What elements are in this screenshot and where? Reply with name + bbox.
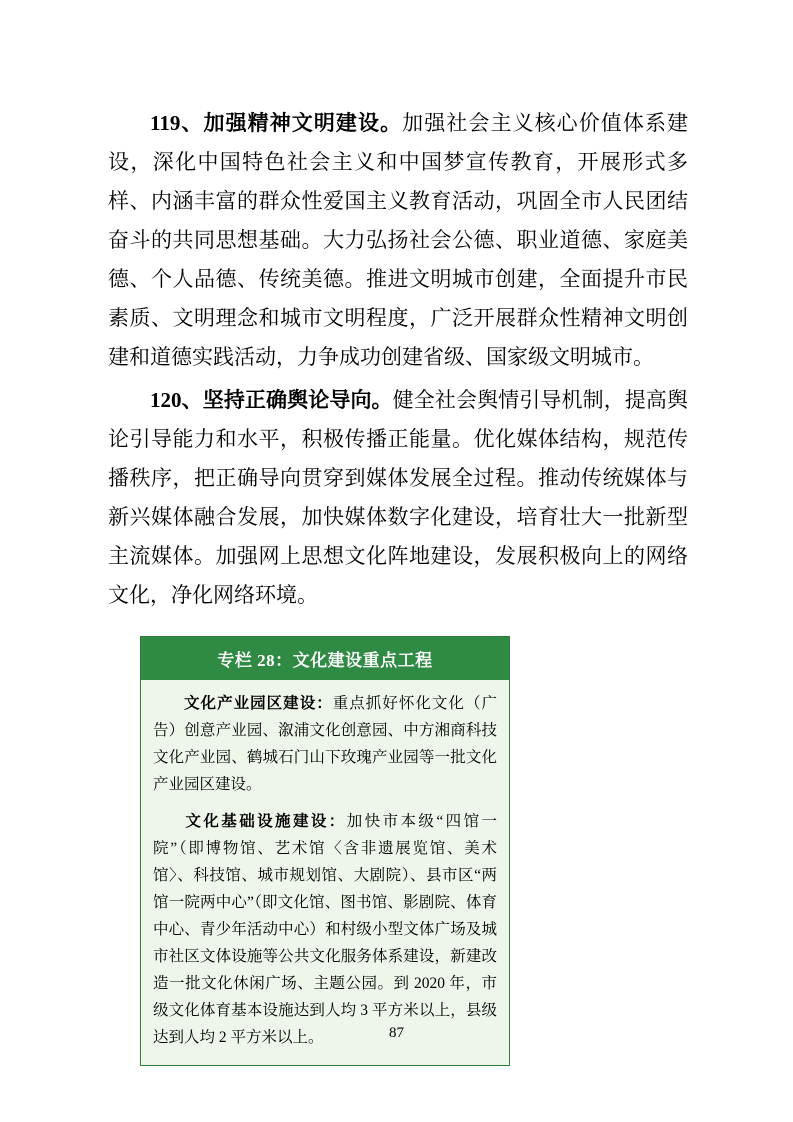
callout-box <box>140 636 510 1066</box>
paragraph-heading: 坚持正确舆论导向。 <box>202 388 393 412</box>
callout-item-title: 文化基础设施建设： <box>183 813 347 830</box>
callout-box-title: 专栏 28：文化建设重点工程 <box>141 637 509 680</box>
callout-box-body <box>141 680 509 1065</box>
callout-item-body: 加快市本级“四馆一院”（即博物馆、艺术馆〈含非遗展览馆、美术馆〉、科技馆、城市规划馆、大剧院）、县市区“两馆一院两中心”（即文化馆、图书馆、影剧院、体育中心、青少年活动中心）和村级小型文体广场及城市社区文体设施等公共文化服务体系建设，新建改造一批文化休闲广场、主题公园。到 2020 年，市级文化体育基本设施达到人均 3 平方米以上，县级达到人均 2 平方米以上。 <box>153 813 497 1046</box>
page-content <box>108 104 688 619</box>
callout-item-body: 重点抓好怀化文化（广告）创意产业园、溆浦文化创意园、中方湘商科技文化产业园、鹤城石门山下玫瑰产业园等一批文化产业园区建设。 <box>153 695 497 793</box>
page-number: 87 <box>389 1025 404 1041</box>
paragraph-119 <box>108 104 688 377</box>
callout-item-title: 文化产业园区建设： <box>183 695 333 712</box>
paragraph-body: 加强社会主义核心价值体系建设，深化中国特色社会主义和中国梦宣传教育，开展形式多样、内涵丰富的群众性爱国主义教育活动，巩固全市人民团结奋斗的共同思想基础。大力弘扬社会公德、职业道德、家庭美德、个人品德、传统美德。推进文明城市创建，全面提升市民素质、文明理念和城市文明程度，广泛开展群众性精神文明创建和道德实践活动，力争成功创建省级、国家级文明城市。 <box>108 111 689 369</box>
paragraph-number: 119、 <box>150 111 204 135</box>
callout-item <box>153 690 497 798</box>
paragraph-body: 健全社会舆情引导机制，提高舆论引导能力和水平，积极传播正能量。优化媒体结构，规范传播秩序，把正确导向贯穿到媒体发展全过程。推动传统媒体与新兴媒体融合发展，加快媒体数字化建设，培育壮大一批新型主流媒体。加强网上思想文化阵地建设，发展积极向上的网络文化，净化网络环境。 <box>108 388 689 607</box>
paragraph-120 <box>108 381 688 615</box>
paragraph-number: 120、 <box>150 388 203 412</box>
paragraph-heading: 加强精神文明建设。 <box>203 111 403 135</box>
callout-item <box>153 808 497 1051</box>
